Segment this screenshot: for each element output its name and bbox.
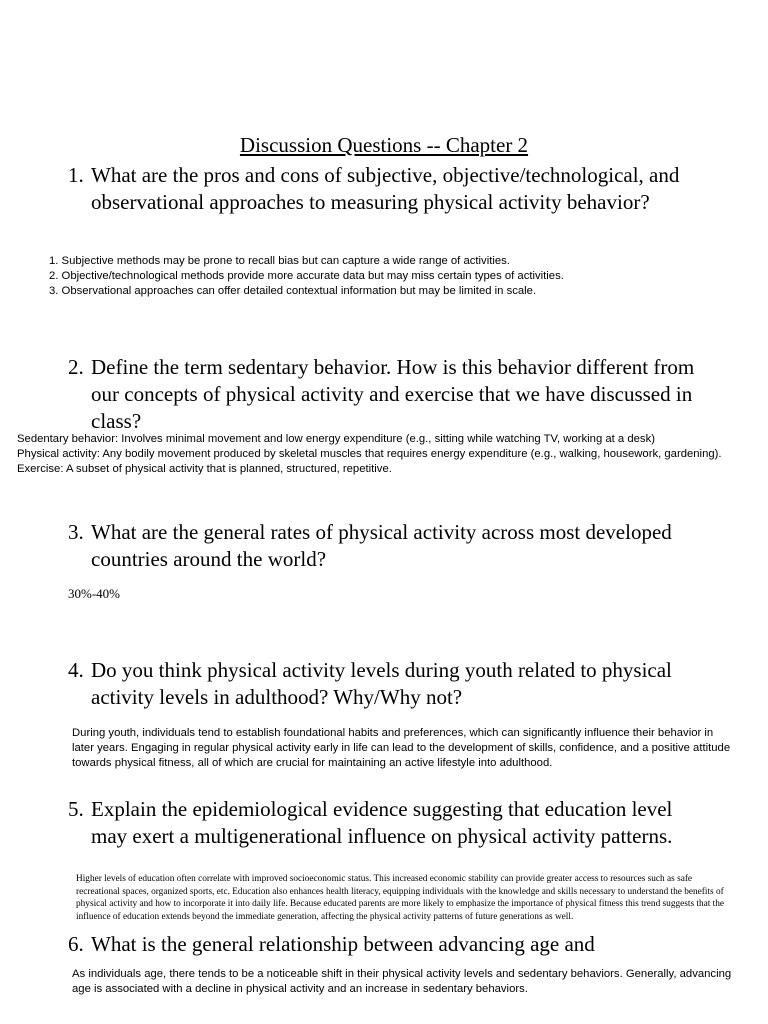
answer-4: During youth, individuals tend to establish foundational habits and preferences, which can significantly influence their behavior in later years. Engaging in regular physical activity early in life can lead to the development of skills, confidence, and a positive attitude towards physical fitness, all of which are crucial for maintaining an active lifestyle into adulthood. — [72, 727, 731, 769]
question-text: What are the general rates of physical activity across most developed countries around the world? — [91, 520, 672, 571]
question-text: Do you think physical activity levels during youth related to physical activity levels in adulthood? Why/Why not? — [91, 658, 672, 709]
answer-3: 30%-40% — [68, 586, 120, 601]
answer-line: Physical activity: Any bodily movement produced by skeletal muscles that requires energy expenditure (e.g., walking, housework, gardening). — [17, 448, 722, 460]
question-text: What is the general relationship between advancing age and — [91, 932, 595, 956]
page-title: Discussion Questions -- Chapter 2 — [239, 133, 529, 157]
question-2 — [68, 354, 708, 435]
answer-line: Exercise: A subset of physical activity that is planned, structured, repetitive. — [17, 463, 392, 475]
question-number: 1. — [68, 163, 84, 187]
answer-5: Higher levels of education often correlate with improved socioeconomic status. This increased economic stability can provide greater access to resources such as safe recreational spaces, organized sports, etc. Education also enhances health literacy, equipping individuals with the knowledge and skills necessary to understand the benefits of physical activity and how to incorporate it into daily life. Because educated parents are more likely to emphasize the importance of physical fitness this trend suggests that the influence of education extends beyond the immediate generation, affecting the physical activity patterns of future generations as well. — [76, 873, 736, 923]
question-5 — [68, 796, 708, 850]
answer-6: As individuals age, there tends to be a noticeable shift in their physical activity levels and sedentary behaviors. Generally, advancing age is associated with a decline in physical activity and an increase in sedentary behaviors. — [72, 968, 732, 995]
question-text: Explain the epidemiological evidence suggesting that education level may exert a multigenerational influence on physical activity patterns. — [91, 797, 673, 848]
question-6 — [68, 931, 708, 958]
question-4 — [68, 657, 708, 711]
question-text: Define the term sedentary behavior. How is this behavior different from our concepts of physical activity and exercise that we have discussed in class? — [91, 355, 695, 433]
question-number: 6. — [68, 932, 84, 956]
answer-line: 2. Objective/technological methods provide more accurate data but may miss certain types of activities. — [49, 270, 564, 282]
question-number: 3. — [68, 520, 84, 544]
question-number: 2. — [68, 355, 84, 379]
answer-line: 3. Observational approaches can offer detailed contextual information but may be limited in scale. — [49, 285, 537, 297]
question-number: 4. — [68, 658, 84, 682]
question-3 — [68, 519, 708, 573]
answer-1 — [49, 254, 749, 299]
answer-line: 1. Subjective methods may be prone to recall bias but can capture a wide range of activities. — [49, 255, 510, 267]
question-1 — [68, 162, 708, 216]
answer-line: Sedentary behavior: Involves minimal movement and low energy expenditure (e.g., sitting while watching TV, working at a desk) — [17, 433, 655, 445]
question-number: 5. — [68, 797, 84, 821]
answer-2 — [17, 432, 757, 477]
question-text: What are the pros and cons of subjective, objective/technological, and observational approaches to measuring physical activity behavior? — [91, 163, 680, 214]
